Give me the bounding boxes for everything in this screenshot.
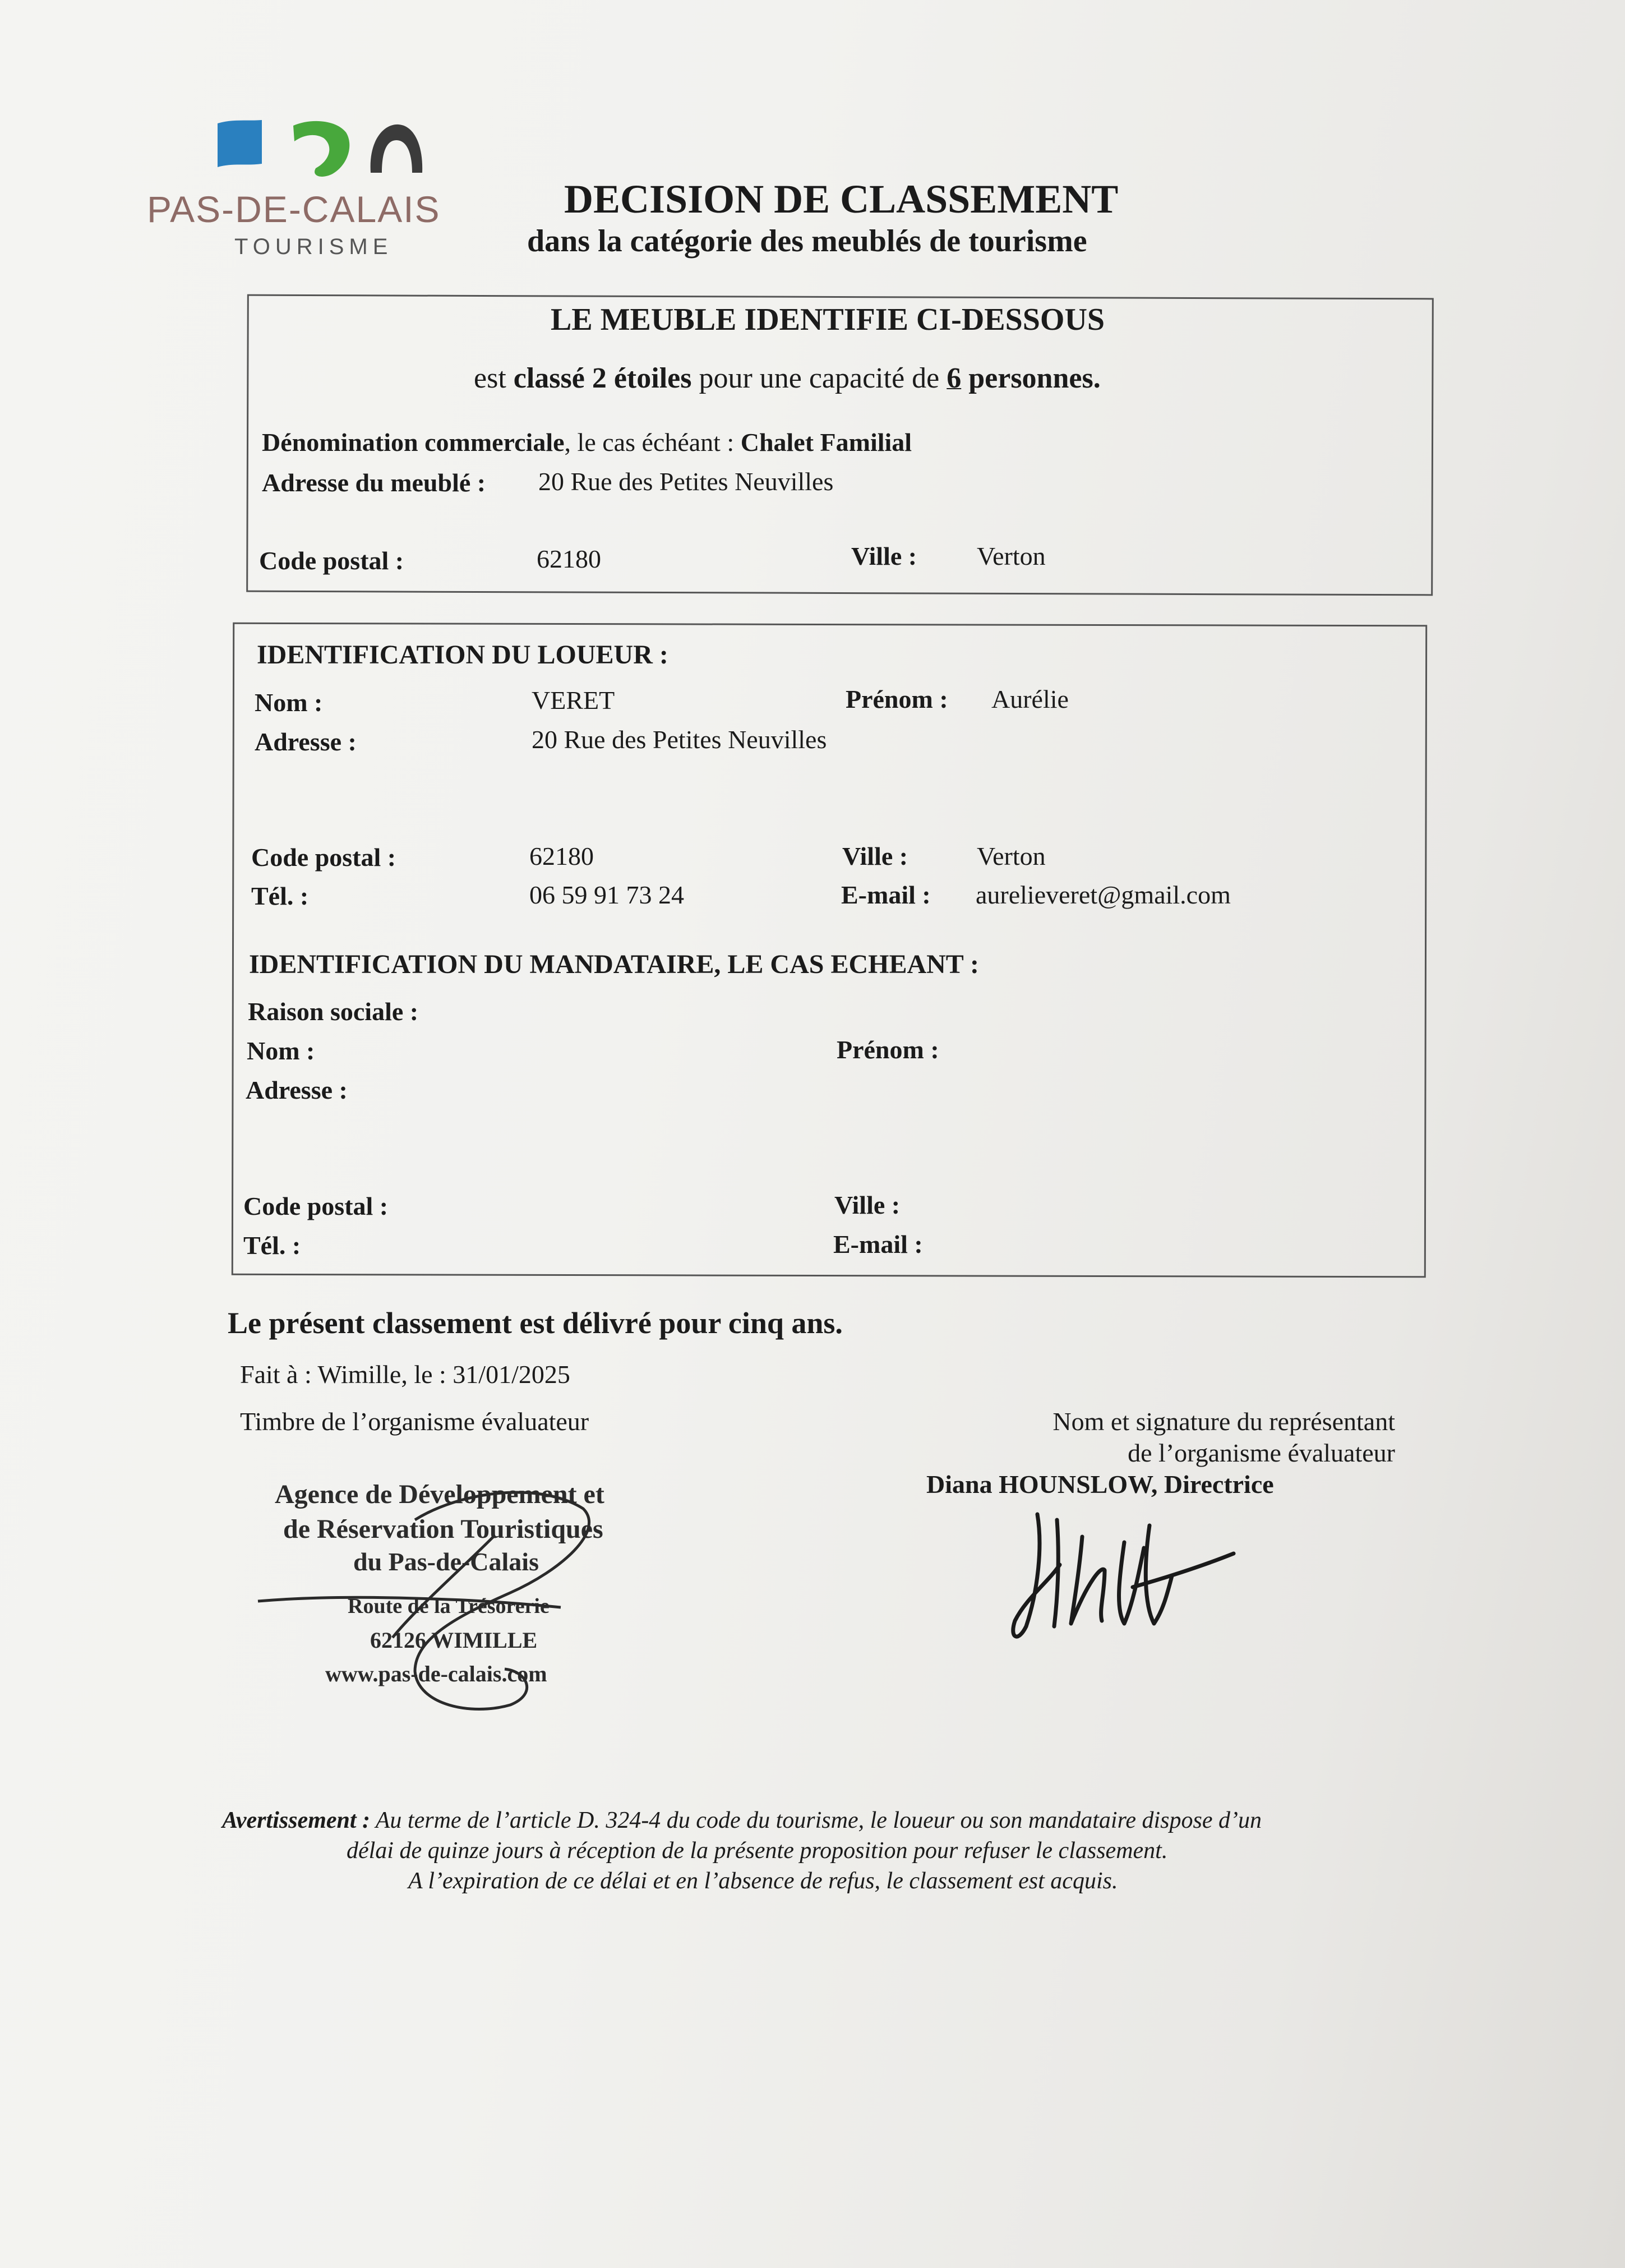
warning-text-1: Au terme de l’article D. 324-4 du code du tourisme, le loueur ou son mandataire dispose d’un [370,1808,1262,1833]
meuble-city-value: Verton [977,542,1046,570]
stamp-line-4: Route de la Trésorerie [348,1594,550,1618]
fait-a-line: Fait à : Wimille, le : 31/01/2025 [240,1360,570,1389]
meuble-heading: LE MEUBLE IDENTIFIE CI-DESSOUS [551,302,1105,337]
document-subtitle: dans la catégorie des meublés de tourisme [527,224,1087,259]
mandataire-raison-label: Raison sociale : [248,997,419,1026]
mandataire-postal-label: Code postal : [243,1192,389,1220]
meuble-postal-value: 62180 [537,545,601,573]
denomination-line [262,427,912,457]
validity-statement: Le présent classement est délivré pour cinq ans. [228,1306,843,1340]
stamp-line-3: du Pas-de-Calais [353,1547,539,1576]
denomination-label: Dénomination commerciale [262,428,565,457]
meuble-address-label: Adresse du meublé : [262,468,486,497]
stamp-line-2: de Réservation Touristiques [283,1514,603,1544]
capacity-value: 6 [947,362,962,394]
mandataire-prenom-label: Prénom : [837,1035,939,1064]
warning-line-3: A l’expiration de ce délai et en l’absence de refus, le classement est acquis. [408,1868,1118,1894]
loueur-prenom-value: Aurélie [991,685,1069,713]
signature-caption-line2: de l’organisme évaluateur [1128,1439,1395,1467]
mandataire-tel-label: Tél. : [243,1231,301,1260]
logo-blue-wave [218,120,262,167]
meuble-address-value: 20 Rue des Petites Neuvilles [538,467,834,496]
mandataire-address-label: Adresse : [246,1076,348,1104]
loueur-postal-label: Code postal : [251,843,396,872]
stamp-line-6: www.pas-de-calais.com [325,1661,547,1686]
loueur-postal-value: 62180 [529,842,594,870]
logo-green-shape [293,121,349,177]
warning-line-1 [222,1807,1262,1834]
loueur-address-label: Adresse : [255,727,357,756]
loueur-heading: IDENTIFICATION DU LOUEUR : [257,640,668,670]
mandataire-city-label: Ville : [834,1191,901,1219]
classification-middle: pour une capacité de [691,362,947,394]
logo-wordmark: PAS-DE-CALAIS [147,188,441,230]
mandataire-nom-label: Nom : [247,1036,315,1065]
denomination-value: Chalet Familial [740,428,912,457]
loueur-email-label: E-mail : [841,881,931,909]
warning-label: Avertissement : [222,1808,371,1833]
stamp-line-5: 62126 WIMILLE [370,1628,538,1653]
loueur-prenom-label: Prénom : [846,685,948,713]
document-title: DECISION DE CLASSEMENT [564,177,1119,222]
loueur-nom-label: Nom : [255,688,323,717]
mandataire-heading: IDENTIFICATION DU MANDATAIRE, LE CAS ECHEANT : [249,949,979,979]
logo-dark-arch [371,125,423,173]
loueur-city-label: Ville : [842,842,908,870]
loueur-tel-value: 06 59 91 73 24 [529,881,684,909]
loueur-city-value: Verton [977,842,1046,870]
organisation-stamp [247,1469,650,1733]
loueur-tel-label: Tél. : [251,882,309,910]
logo-subtitle: TOURISME [234,234,393,259]
meuble-postal-label: Code postal : [259,546,404,575]
stamp-line-1: Agence de Développement et [275,1479,604,1509]
warning-line-2: délai de quinze jours à réception de la présente proposition pour refuser le classement. [347,1838,1168,1864]
classification-stars: classé 2 étoiles [513,362,692,394]
classification-suffix: personnes. [961,362,1101,394]
denomination-suffix: , le cas échéant : [564,428,741,457]
handwritten-signature [1004,1503,1239,1649]
classification-prefix: est [474,362,514,394]
signature-caption-line1: Nom et signature du représentant [1052,1407,1395,1436]
timbre-label: Timbre de l’organisme évaluateur [240,1407,589,1436]
signer-name: Diana HOUNSLOW, Directrice [926,1470,1274,1499]
loueur-email-value: aurelieveret@gmail.com [976,881,1231,909]
loueur-address-value: 20 Rue des Petites Neuvilles [532,725,827,754]
mandataire-email-label: E-mail : [833,1230,923,1259]
loueur-nom-value: VERET [532,686,615,714]
meuble-city-label: Ville : [851,542,917,570]
classification-line [474,362,1101,395]
